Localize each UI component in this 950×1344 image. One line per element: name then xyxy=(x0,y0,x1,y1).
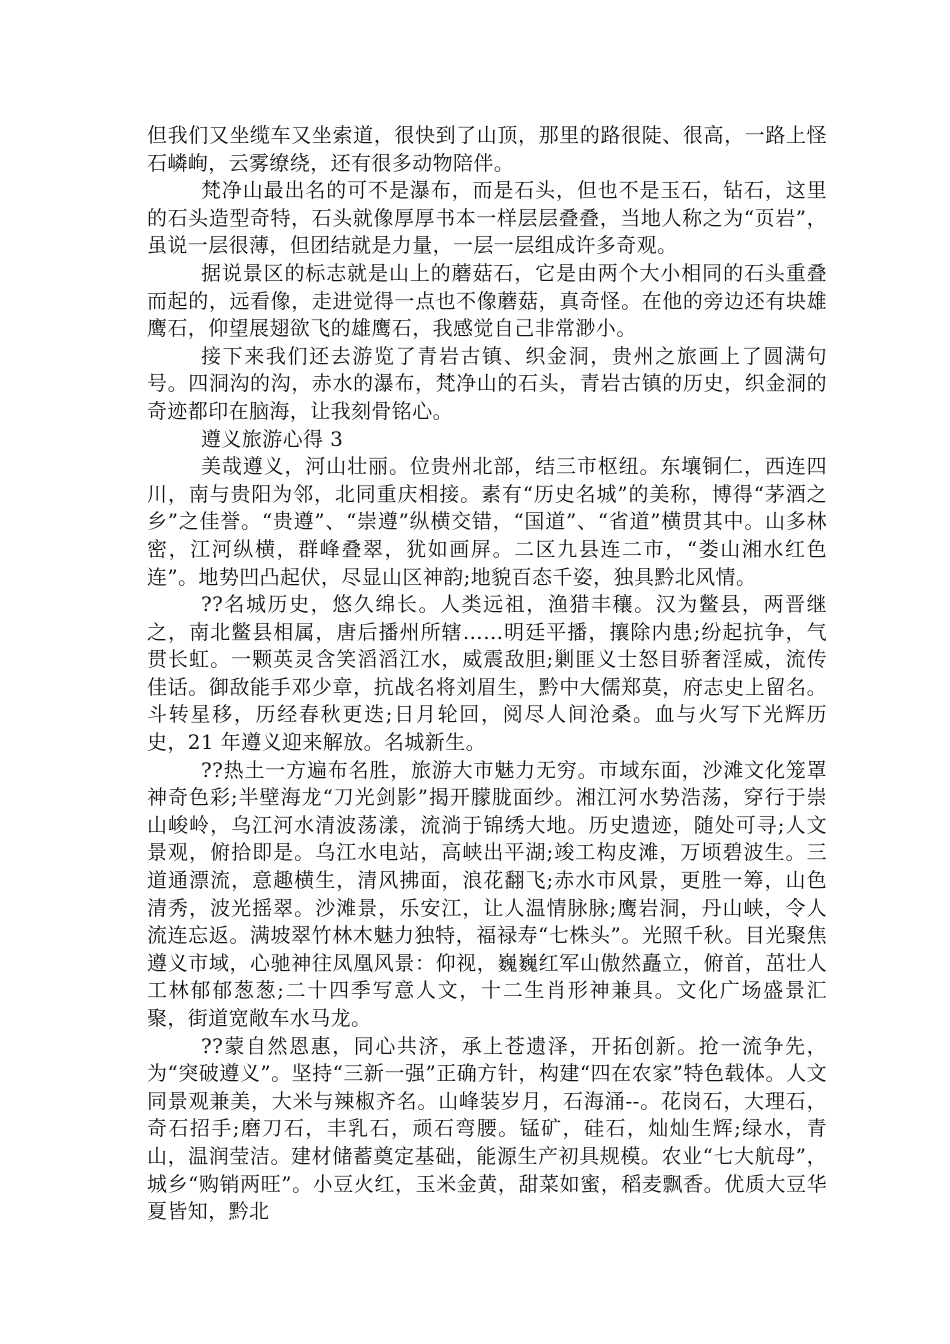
paragraph-8: ??蒙自然恩惠，同心共济，承上苍遗泽，开拓创新。抢一流争先，为“突破遵义”。坚持“三新一强”正确方针，构建“四在农家”特色载体。人文同景观兼美，大米与辣椒齐名。山峰装岁月，石海涌--。花岗石，大理石，奇石招手;磨刀石，丰乳石，顽石弯腰。锰矿，硅石，灿灿生辉;绿水，青山，温润莹洁。建材储蓄奠定基础，能源生产初具规模。农业“七大航母”，城乡“购销两旺”。小豆火红，玉米金黄，甜菜如蜜，稻麦飘香。优质大豆华夏皆知，黔北 xyxy=(147,1033,827,1224)
paragraph-3: 据说景区的标志就是山上的蘑菇石，它是由两个大小相同的石头重叠而起的，远看像，走进觉得一点也不像蘑菇，真奇怪。在他的旁边还有块雄鹰石，仰望展翅欲飞的雄鹰石，我感觉自己非常渺小。 xyxy=(147,260,827,341)
paragraph-7: ??热土一方遍布名胜，旅游大市魅力无穷。市域东面，沙滩文化笼罩神奇色彩;半壁海龙“刀光剑影”揭开朦胧面纱。湘江河水势浩荡，穿行于崇山峻岭，乌江河水清波荡漾，流淌于锦绣大地。历史遗迹，随处可寻;人文景观，俯拾即是。乌江水电站，高峡出平湖;竣工构皮滩，万顷碧波生。三道通漂流，意趣横生，清风拂面，浪花翻飞;赤水市风景，更胜一筹，山色清秀，波光摇翠。沙滩景，乐安江，让人温情脉脉;鹰岩洞，丹山峡，令人流连忘返。满坡翠竹林木魅力独特，福禄寿“七株头”。光照千秋。目光聚焦遵义市域，心驰神往凤凰风景：仰视，巍巍红军山傲然矗立，俯首，茁壮人工林郁郁葱葱;二十四季写意人文，十二生肖形神兼具。文化广场盛景汇聚，街道宽敞车水马龙。 xyxy=(147,757,827,1030)
paragraph-1: 但我们又坐缆车又坐索道，很快到了山顶，那里的路很陡、很高，一路上怪石嶙峋，云雾缭绕，还有很多动物陪伴。 xyxy=(147,123,827,175)
section-heading: 遵义旅游心得 3 xyxy=(201,426,344,451)
paragraph-2: 梵净山最出名的可不是瀑布，而是石头，但也不是玉石，钻石，这里的石头造型奇特，石头就像厚厚书本一样层层叠叠，当地人称之为“页岩”，虽说一层很薄，但团结就是力量，一层一层组成许多奇观。 xyxy=(147,178,827,258)
paragraph-5: 美哉遵义，河山壮丽。位贵州北部，结三市枢纽。东壤铜仁，西连四川，南与贵阳为邻，北同重庆相接。素有“历史名城”的美称，博得“茅酒之乡”之佳誉。“贵遵”、“崇遵”纵横交错，“国道”、“省道”横贯其中。山多林密，江河纵横，群峰叠翠，犹如画屏。二区九县连二市，“娄山湘水红色连”。地势凹凸起伏，尽显山区神韵;地貌百态千姿，独具黔北风情。 xyxy=(147,454,827,589)
document-body xyxy=(147,122,827,1226)
paragraph-4: 接下来我们还去游览了青岩古镇、织金洞，贵州之旅画上了圆满句号。四洞沟的沟，赤水的瀑布，梵净山的石头，青岩古镇的历史，织金洞的奇迹都印在脑海，让我刻骨铭心。 xyxy=(147,343,827,423)
paragraph-6: ??名城历史，悠久绵长。人类远祖，渔猎丰穰。汉为鳖县，两晋继之，南北鳖县相属，唐后播州所辖……明廷平播，攘除内患;纷起抗争，气贯长虹。一颗英灵含笑滔滔江水，威震敌胆;剿匪义士怒目骄奢淫威，流传佳话。御敌能手邓少章，抗战名将刘眉生，黔中大儒郑莫，府志史上留名。斗转星移，历经春秋更迭;日月轮回，阅尽人间沧桑。血与火写下光辉历史，21 年遵义迎来解放。名城新生。 xyxy=(147,592,827,755)
